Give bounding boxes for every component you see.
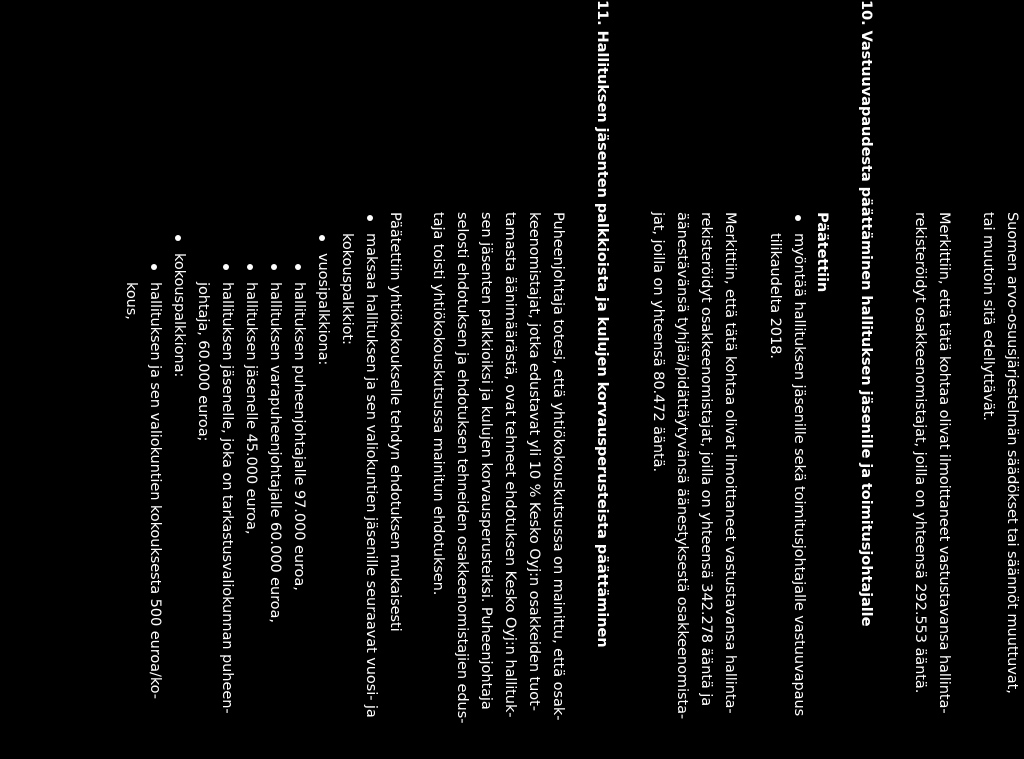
bullet-icon [223, 264, 229, 270]
section11-para-line-2: keenomistajat, jotka edustavat yli 10 % Kesko Oyj:n osakkeiden tuot- [526, 212, 543, 711]
bullet-icon [175, 235, 181, 241]
section10-note-line-2: rekisteröidyt osakkeenomistajat, joilla on yhteensä 342.278 ääntä ja [698, 212, 715, 707]
section10-heading: 10. Vastuuvapaudesta päättäminen hallituksen jäsenille ja toimitusjohtajalle [858, 0, 875, 627]
intro-line-2: tai muutoin sitä edellyttävät. [980, 212, 997, 421]
section10-bullet-line-1: myöntää hallituksen jäsenille sekä toimitusjohtajalle vastuuvapaus [791, 233, 808, 717]
section11-para-line-6: taja toisti yhtiökokouskutsussa mainitun ehdotuksen. [430, 212, 447, 596]
bullet-icon [295, 264, 301, 270]
section11-heading: 11. Hallituksen jäsenten palkkioista ja kulujen korvausperusteista päättäminen [594, 0, 611, 648]
section10-note-line-4: jat, joilla on yhteensä 80.472 ääntä. [650, 212, 667, 472]
bullet-icon [151, 264, 157, 270]
section11-annual-item-4-line-1: hallituksen jäsenelle, joka on tarkastusvaliokunnan puheen- [219, 282, 236, 714]
section11-meeting-item-line-2: kous, [123, 282, 140, 320]
section11-annual-item-1: hallituksen puheenjohtajalle 97.000 euroa, [291, 282, 308, 591]
section11-para-line-1: Puheenjohtaja totesi, että yhtiökokouskutsussa on mainittu, että osak- [550, 212, 567, 721]
bullet-icon [271, 264, 277, 270]
bullet-icon [795, 215, 801, 221]
section11-para-line-5: selosti ehdotuksen ja ehdotuksen tehneiden osakkeenomistajien edus- [454, 212, 471, 724]
section11-para-line-3: tamasta äänimäärästä, ovat tehneet ehdotuksen Kesko Oyj:n hallituk- [502, 212, 519, 718]
section11-annual-item-2: hallituksen varapuheenjohtajalle 60.000 euroa, [267, 282, 284, 623]
section10-decision-label: Päätettiin [814, 212, 831, 293]
intro-line-1: Suomen arvo-osuusjärjestelmän säädökset tai säännöt muuttuvat, [1004, 212, 1022, 694]
bullet-icon [247, 264, 253, 270]
section10-note-line-1: Merkittiin, että tätä kohtaa olivat ilmoittaneet vastustavansa hallinta- [722, 212, 739, 714]
section11-para-line-4: sen jäsenten palkkioiksi ja kulujen korvausperusteiksi. Puheenjohtaja [478, 212, 495, 710]
section11-annual-item-4-line-2: johtaja, 60.000 euroa; [195, 282, 212, 442]
section11-annual-item-3: hallituksen jäsenelle 45.000 euroa, [243, 282, 260, 535]
bullet-icon [367, 215, 373, 221]
section11-bullet-main-line-1: maksaa hallituksen ja sen valiokuntien jäsenille seuraavat vuosi- ja [363, 233, 380, 718]
section11-meeting-label: kokouspalkkiona: [171, 253, 188, 378]
section11-meeting-item-line-1: hallituksen ja sen valiokuntien kokouksesta 500 euroa/ko- [147, 282, 164, 699]
section11-annual-label: vuosipalkkiona: [315, 253, 332, 366]
section10-note-line-3: äänestävänsä tyhjää/pidättäytyvänsä äänestyksestä osakkeenomista- [674, 212, 691, 720]
section11-bullet-main-line-2: kokouspalkkiot: [339, 233, 356, 345]
bullet-icon [319, 235, 325, 241]
note9-line-2: rekisteröidyt osakkeenomistajat, joilla on yhteensä 292.553 ääntä. [912, 212, 929, 694]
section10-bullet-line-2: tilikaudelta 2018. [767, 233, 784, 359]
section11-decision-intro: Päätettiin yhtiökokoukselle tehdyn ehdotuksen mukaisesti [387, 212, 404, 632]
note9-line-1: Merkittiin, että tätä kohtaa olivat ilmoittaneet vastustavansa hallinta- [936, 212, 953, 714]
